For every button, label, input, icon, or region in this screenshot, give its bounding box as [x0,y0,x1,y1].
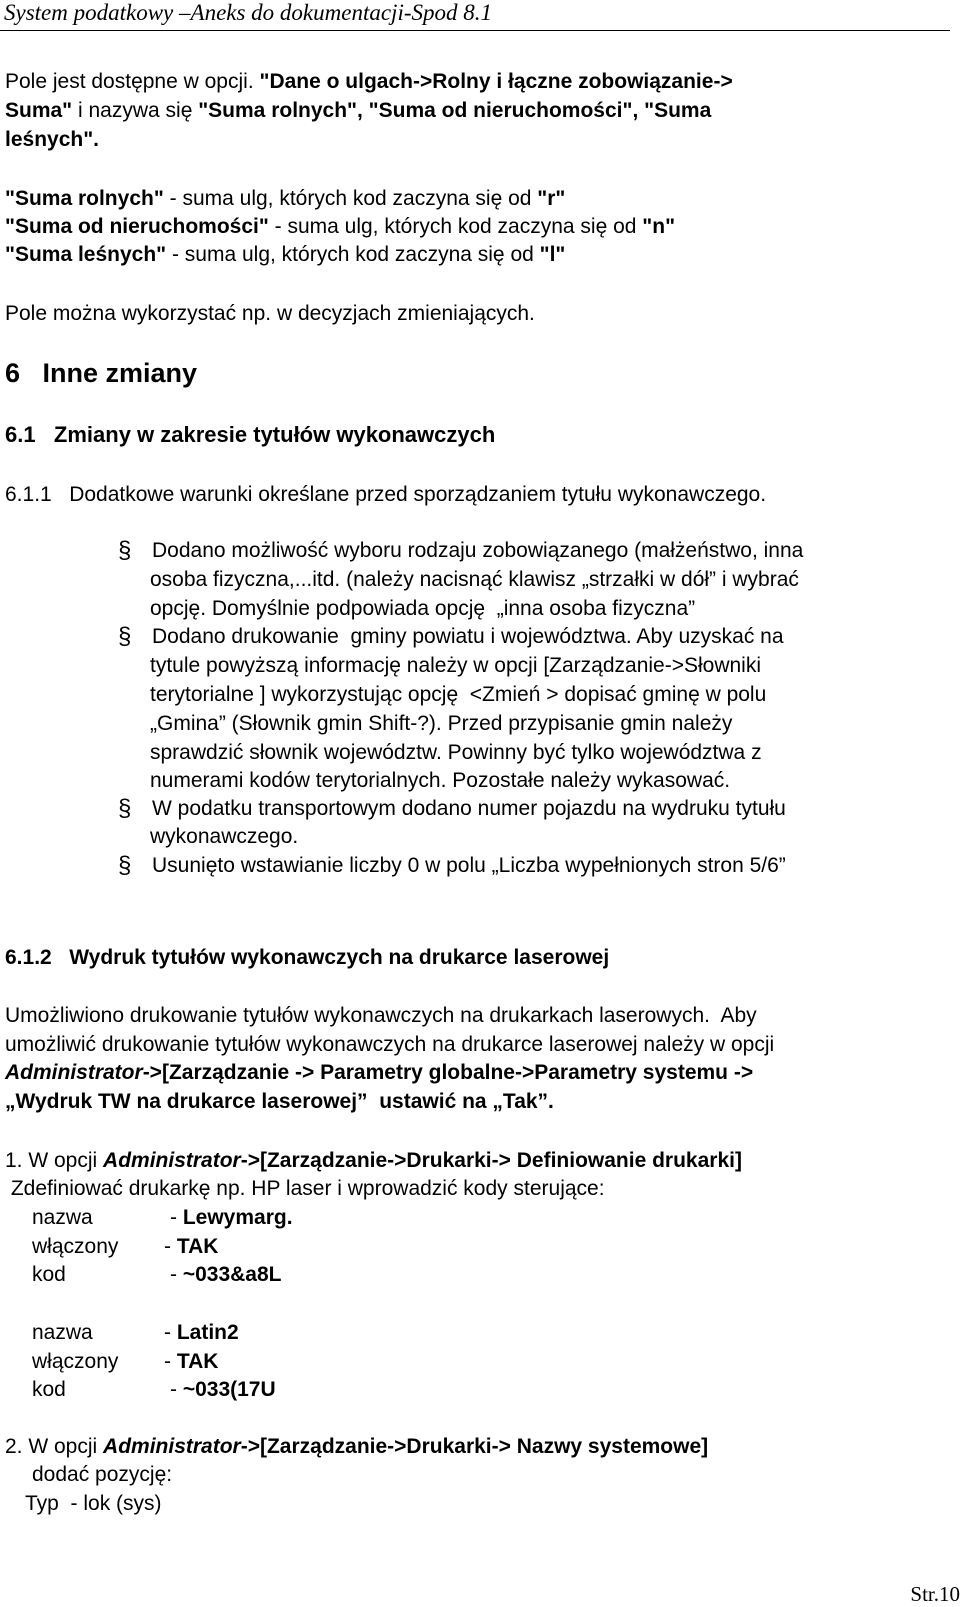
sum-desc: - suma ulg, których kod zaczyna się od [268,215,643,238]
intro-line-3: leśnych". [5,128,99,151]
option-administrator: Administrator [103,1435,241,1458]
bullet-icon: § [118,537,132,564]
sum-desc: - suma ulg, których kod zaczyna się od [163,187,538,210]
bullet-3-line-1: W podatku transportowym dodano numer pojazdu na wydruku tytułu [152,797,786,820]
code-key: nazwa [32,1321,93,1344]
step-2-line-2: dodać pozycję: [32,1463,173,1486]
laser-line-4: „Wydruk TW na drukarce laserowej” ustawić na „Tak”. [5,1090,554,1113]
bullet-2-line-1: Dodano drukowanie gminy powiatu i województwa. Aby uzyskać na [152,625,784,648]
sum-desc: - suma ulg, których kod zaczyna się od [166,243,540,266]
bullet-1-line-3: opcję. Domyślnie podpowiada opcję „inna osoba fizyczna” [150,597,696,620]
bullet-2-line-2: tytule powyższą informację należy w opcji [Zarządzanie->Słowniki [150,654,762,677]
heading-6-1: 6.1 Zmiany w zakresie tytułów wykonawczych [5,422,496,447]
intro-line-2 [5,97,711,125]
intro-text: Pole jest dostępne w opcji. [5,70,260,93]
step-1-line-1 [5,1147,742,1175]
heading-6-1-1: 6.1.1 Dodatkowe warunki określane przed sporządzaniem tytułu wykonawczego. [5,483,767,506]
sum-label: "Suma od nieruchomości" [5,215,269,238]
bullet-2-line-4: „Gmina” (Słownik gmin Shift-?). Przed przypisanie gmin należy [150,712,733,735]
step-1-line-2: Zdefiniować drukarkę np. HP laser i wprowadzić kody sterujące: [5,1177,605,1200]
option-administrator: Administrator [103,1149,241,1172]
page-number: Str.10 [910,1582,960,1606]
code-key: nazwa [32,1206,93,1229]
code-dash: - [170,1263,183,1286]
sum-label: "Suma leśnych" [5,243,167,266]
heading-6: 6 Inne zmiany [5,358,198,388]
page-header: System podatkowy –Aneks do dokumentacji-Spod 8.1 [4,0,492,25]
sum-label: "Suma rolnych" [5,187,164,210]
code-row [32,1319,239,1347]
code-value: Latin2 [176,1321,239,1344]
step-text: 2. W opcji [5,1435,104,1458]
bullet-2-line-5: sprawdzić słownik województw. Powinny być tylko województwa z [150,741,762,764]
bullet-icon: § [118,795,132,822]
bullet-4-line-1: Usunięto wstawianie liczby 0 w polu „Liczba wypełnionych stron 5/6” [152,854,786,877]
sum-prefix: "l" [539,243,566,266]
intro-option-path-end: Suma" [5,99,73,122]
bullet-1-line-2: osoba fizyczna,...itd. (należy nacisnąć klawisz „strzałki w dół” i wybrać [150,568,799,591]
sum-line-nieruchomosci [5,213,675,241]
sum-prefix: "n" [642,215,676,238]
sum-line-lesnych [5,241,565,269]
code-key: włączony [32,1350,119,1373]
code-value: TAK [176,1235,219,1258]
intro-paragraph: Pole można wykorzystać np. w decyzjach zmieniających. [5,302,535,325]
option-administrator: Administrator [5,1061,143,1084]
code-row [32,1261,281,1289]
code-key: włączony [32,1235,119,1258]
code-row [32,1204,293,1232]
code-row [32,1348,218,1376]
step-2-line-1 [5,1433,708,1461]
laser-line-3 [5,1059,753,1087]
code-row [32,1376,276,1404]
option-path: ->[Zarządzanie->Drukarki-> Nazwy systemowe] [240,1435,709,1458]
option-path: ->[Zarządzanie -> Parametry globalne->Parametry systemu -> [142,1061,754,1084]
code-dash: - [164,1321,177,1344]
bullet-icon: § [118,852,132,879]
laser-line-2: umożliwić drukowanie tytułów wykonawczych na drukarce laserowej należy w opcji [5,1033,775,1056]
laser-line-1: Umożliwiono drukowanie tytułów wykonawczych na drukarkach laserowych. Aby [5,1004,757,1027]
step-2-line-3: Typ - lok (sys) [25,1492,162,1515]
bullet-2-line-3: terytorialne ] wykorzystując opcję <Zmień > dopisać gminę w polu [150,683,767,706]
heading-6-1-2: 6.1.2 Wydruk tytułów wykonawczych na drukarce laserowej [5,946,610,969]
sum-prefix: "r" [537,187,566,210]
intro-text: i nazywa się [72,99,199,122]
code-dash: - [164,1350,177,1373]
bullet-icon: § [118,623,132,650]
code-dash: - [164,1235,177,1258]
code-value: ~033(17U [182,1378,276,1401]
bullet-2-line-6: numerami kodów terytorialnych. Pozostałe należy wykasować. [150,769,731,792]
sum-line-rolnych [5,185,565,213]
intro-line-1 [5,68,733,96]
code-key: kod [32,1263,66,1286]
code-row [32,1233,218,1261]
intro-field-names: "Suma rolnych", "Suma od nieruchomości", "Suma [198,99,712,122]
bullet-3-line-2: wykonawczego. [150,825,299,848]
code-value: TAK [176,1350,219,1373]
code-key: kod [32,1378,66,1401]
step-text: 1. W opcji [5,1149,104,1172]
bullet-1-line-1: Dodano możliwość wyboru rodzaju zobowiązanego (małżeństwo, inna [152,539,804,562]
code-dash: - [170,1378,183,1401]
intro-option-path: "Dane o ulgach->Rolny i łączne zobowiązanie-> [259,70,733,93]
code-dash: - [170,1206,183,1229]
option-path: ->[Zarządzanie->Drukarki-> Definiowanie drukarki] [240,1149,742,1172]
code-value: Lewymarg. [182,1206,293,1229]
code-value: ~033&a8L [182,1263,282,1286]
header-rule [0,30,950,31]
